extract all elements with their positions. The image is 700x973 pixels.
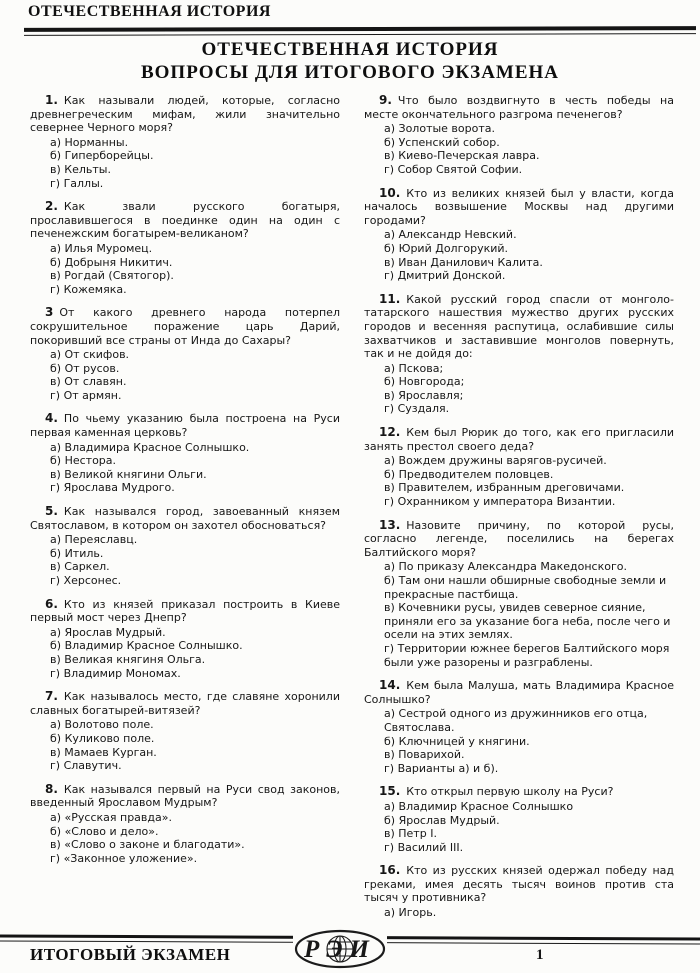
- answer-options: [364, 560, 674, 669]
- answer-option: в) Иван Данилович Калита.: [384, 255, 543, 269]
- question-text: 12. Кем был Рюрик до того, как его пригласили занять престол своего деда?: [364, 425, 674, 453]
- answer-option: б) Владимир Красное Солнышко.: [50, 639, 243, 653]
- answer-option: в) Петр I.: [384, 827, 437, 841]
- question-block: [364, 785, 674, 854]
- answer-options: [30, 718, 340, 772]
- answer-option: б) Гиперборейцы.: [50, 149, 154, 163]
- answer-option: б) Добрыня Никитич.: [50, 255, 173, 269]
- publisher-logo-text: РЭИ: [304, 936, 376, 963]
- footer-section-label: ИТОГОВЫЙ ЭКЗАМЕН: [30, 945, 231, 964]
- question-text: 8. Как назывался первый на Руси свод законов, введенный Ярославом Мудрым?: [30, 781, 340, 810]
- answer-options: [364, 906, 674, 920]
- answer-options: [364, 228, 674, 282]
- answer-option: а) Переяславц.: [50, 533, 138, 547]
- page-title: [0, 38, 700, 84]
- publisher-logo: [293, 927, 387, 971]
- question-number: 3: [45, 305, 60, 320]
- question-number: 4.: [45, 411, 64, 426]
- answer-option: б) Успенский собор.: [384, 135, 500, 149]
- answer-option: г) Охранником у императора Византии.: [384, 495, 616, 509]
- question-number: 12.: [379, 425, 407, 440]
- answer-option: а) Вождем дружины варягов-русичей.: [384, 454, 607, 468]
- question-block: [364, 94, 674, 177]
- question-text: 6. Кто из князей приказал построить в Киеве первый мост через Днепр?: [30, 596, 340, 625]
- question-block: [364, 293, 674, 416]
- question-number: 11.: [379, 291, 407, 306]
- page-number: 1: [536, 947, 544, 963]
- answer-options: [30, 811, 340, 865]
- answer-option: в) Правителем, избранным дреговичами.: [384, 481, 625, 495]
- answer-options: [364, 122, 674, 176]
- question-block: [364, 187, 674, 283]
- question-text: 5. Как назывался город, завоеванный князем Святославом, в котором он захотел обосноваться?: [30, 504, 340, 532]
- page-footer: [0, 933, 700, 973]
- question-number: 2.: [45, 199, 64, 214]
- question-columns: [30, 94, 674, 929]
- question-text: 2. Как звали русского богатыря, прославившегося в поединке один на один с печенежским богатырем-великаном?: [30, 199, 340, 241]
- answer-option: б) Новгорода;: [384, 375, 465, 389]
- right-column: [364, 94, 674, 929]
- answer-option: г) Собор Святой Софии.: [384, 162, 523, 176]
- answer-option: г) Галлы.: [50, 176, 104, 190]
- question-block: [30, 598, 340, 681]
- question-number: 8.: [45, 781, 64, 796]
- question-block: [364, 519, 674, 670]
- answer-option: а) «Русская правда».: [50, 810, 172, 824]
- answer-option: а) Александр Невский.: [384, 228, 517, 242]
- answer-option: в) От славян.: [50, 375, 127, 389]
- answer-option: б) «Слово и дело».: [50, 824, 159, 838]
- answer-option: б) Юрий Долгорукий.: [384, 241, 509, 255]
- answer-option: в) Мамаев Курган.: [50, 745, 157, 759]
- answer-option: а) Золотые ворота.: [384, 122, 495, 136]
- question-text: 13. Назовите причину, по которой русы, согласно легенде, поселились на берегах Балтийского моря?: [364, 517, 674, 559]
- question-number: 1.: [45, 94, 64, 107]
- question-number: 5.: [45, 504, 64, 519]
- answer-option: г) Василий III.: [384, 840, 464, 854]
- answer-option: г) Славутич.: [50, 759, 122, 773]
- question-block: [364, 426, 674, 509]
- question-block: [30, 690, 340, 773]
- question-number: 6.: [45, 596, 64, 611]
- question-text: 14. Кем была Малуша, мать Владимира Красное Солнышко?: [364, 678, 674, 706]
- answer-option: б) Нестора.: [50, 454, 117, 468]
- question-text: 11. Какой русский город спасли от монголо-татарского нашествия мужество других русских городов и весенняя распутица, ослабившие силы захватчиков и заставившие монголов повернуть, так и не дойдя до:: [364, 291, 674, 361]
- answer-option: в) Рогдай (Святогор).: [50, 269, 174, 283]
- question-text: 7. Как называлось место, где славяне хоронили славных богатырей-витязей?: [30, 689, 340, 717]
- answer-option: б) От русов.: [50, 361, 120, 375]
- question-text: 1. Как называли людей, которые, согласно древнегреческим мифам, жили значительно севернее Черного моря?: [30, 94, 340, 135]
- question-number: 10.: [379, 185, 407, 200]
- question-number: 9.: [379, 94, 398, 107]
- question-block: [30, 412, 340, 495]
- answer-option: б) Куликово поле.: [50, 731, 155, 745]
- answer-options: [30, 242, 340, 296]
- answer-option: г) «Законное уложение».: [50, 851, 198, 865]
- question-text: 3 От какого древнего народа потерпел сокрушительное поражение царь Дарий, покоривший все страны от Инда до Сахары?: [30, 305, 340, 347]
- answer-option: а) По приказу Александра Македонского.: [384, 560, 627, 574]
- answer-option: а) От скифов.: [50, 348, 130, 362]
- answer-options: [364, 454, 674, 508]
- answer-options: [30, 533, 340, 587]
- answer-option: а) Игорь.: [384, 906, 437, 920]
- answer-option: г) Суздаля.: [384, 402, 450, 416]
- answer-option: а) Илья Муромец.: [50, 241, 153, 255]
- question-number: 13.: [379, 517, 407, 532]
- answer-option: а) Сестрой одного из дружинников его отца, Святослава.: [384, 707, 648, 734]
- answer-option: в) Ярославля;: [384, 388, 464, 402]
- answer-option: г) Кожемяка.: [50, 282, 127, 296]
- page-title-line2: ВОПРОСЫ ДЛЯ ИТОГОВОГО ЭКЗАМЕНА: [140, 62, 560, 83]
- answer-option: а) Пскова;: [384, 361, 444, 375]
- left-column: [30, 94, 340, 929]
- answer-option: а) Волотово поле.: [50, 718, 154, 732]
- answer-option: б) Там они нашли обширные свободные земли и прекрасные пастбища.: [384, 574, 667, 601]
- question-text: 9. Что было воздвигнуто в честь победы на месте окончательного разгрома печенегов?: [364, 94, 674, 121]
- question-block: [30, 783, 340, 866]
- answer-option: в) Великая княгиня Ольга.: [50, 652, 206, 666]
- answer-option: б) Итиль.: [50, 546, 104, 560]
- answer-option: г) Херсонес.: [50, 574, 122, 587]
- question-number: 14.: [379, 678, 407, 693]
- question-block: [30, 306, 340, 402]
- header-rule: [24, 26, 696, 36]
- answer-options: [30, 348, 340, 402]
- page-title-line1: ОТЕЧЕСТВЕННАЯ ИСТОРИЯ: [201, 39, 499, 60]
- answer-options: [30, 136, 340, 190]
- question-number: 16.: [379, 863, 407, 878]
- answer-option: г) Варианты а) и б).: [384, 761, 499, 775]
- answer-option: а) Ярослав Мудрый.: [50, 625, 166, 639]
- answer-option: г) От армян.: [50, 388, 122, 402]
- answer-options: [364, 362, 674, 416]
- answer-option: в) Саркел.: [50, 560, 110, 574]
- publisher-logo-icon: [293, 927, 387, 971]
- question-text: 10. Кто из великих князей был у власти, когда началось возвышение Москвы над другими городами?: [364, 185, 674, 227]
- question-block: [30, 200, 340, 296]
- answer-option: г) Территории южнее берегов Балтийского моря были уже разорены и разграблены.: [384, 641, 670, 669]
- question-text: 15. Кто открыл первую школу на Руси?: [379, 784, 614, 799]
- answer-option: в) «Слово о законе и благодати».: [50, 838, 245, 852]
- answer-option: б) Предводителем половцев.: [384, 467, 554, 481]
- answer-option: а) Норманны.: [50, 135, 129, 149]
- answer-option: г) Владимир Мономах.: [50, 666, 181, 680]
- question-block: [30, 505, 340, 588]
- question-text: 16. Кто из русских князей одержал победу над греками, имея десять тысяч воинов против ста тысяч у противника?: [364, 863, 674, 905]
- running-header: ОТЕЧЕСТВЕННАЯ ИСТОРИЯ: [28, 3, 271, 20]
- answer-option: б) Ярослав Мудрый.: [384, 813, 500, 827]
- answer-options: [364, 800, 674, 854]
- question-block: [364, 679, 674, 775]
- answer-option: в) Поварихой.: [384, 748, 465, 762]
- answer-options: [364, 707, 674, 775]
- question-text: 4. По чьему указанию была построена на Руси первая каменная церковь?: [30, 411, 340, 440]
- answer-options: [30, 626, 340, 680]
- answer-option: в) Кельты.: [50, 162, 111, 176]
- question-block: [364, 864, 674, 919]
- answer-option: г) Ярослава Мудрого.: [50, 481, 175, 495]
- answer-option: а) Владимира Красное Солнышко.: [50, 440, 250, 454]
- answer-option: б) Ключницей у княгини.: [384, 734, 530, 748]
- answer-option: а) Владимир Красное Солнышко: [384, 799, 574, 813]
- question-number: 7.: [45, 689, 64, 704]
- question-block: [30, 94, 340, 190]
- answer-options: [30, 441, 340, 495]
- answer-option: в) Киево-Печерская лавра.: [384, 149, 540, 163]
- question-number: 15.: [379, 784, 407, 799]
- answer-option: в) Великой княгини Ольги.: [50, 467, 207, 481]
- answer-option: в) Кочевники русы, увидев северное сияние, приняли его за указание бога неба, после чего и осели на этих землях.: [384, 601, 671, 642]
- answer-option: г) Дмитрий Донской.: [384, 269, 506, 283]
